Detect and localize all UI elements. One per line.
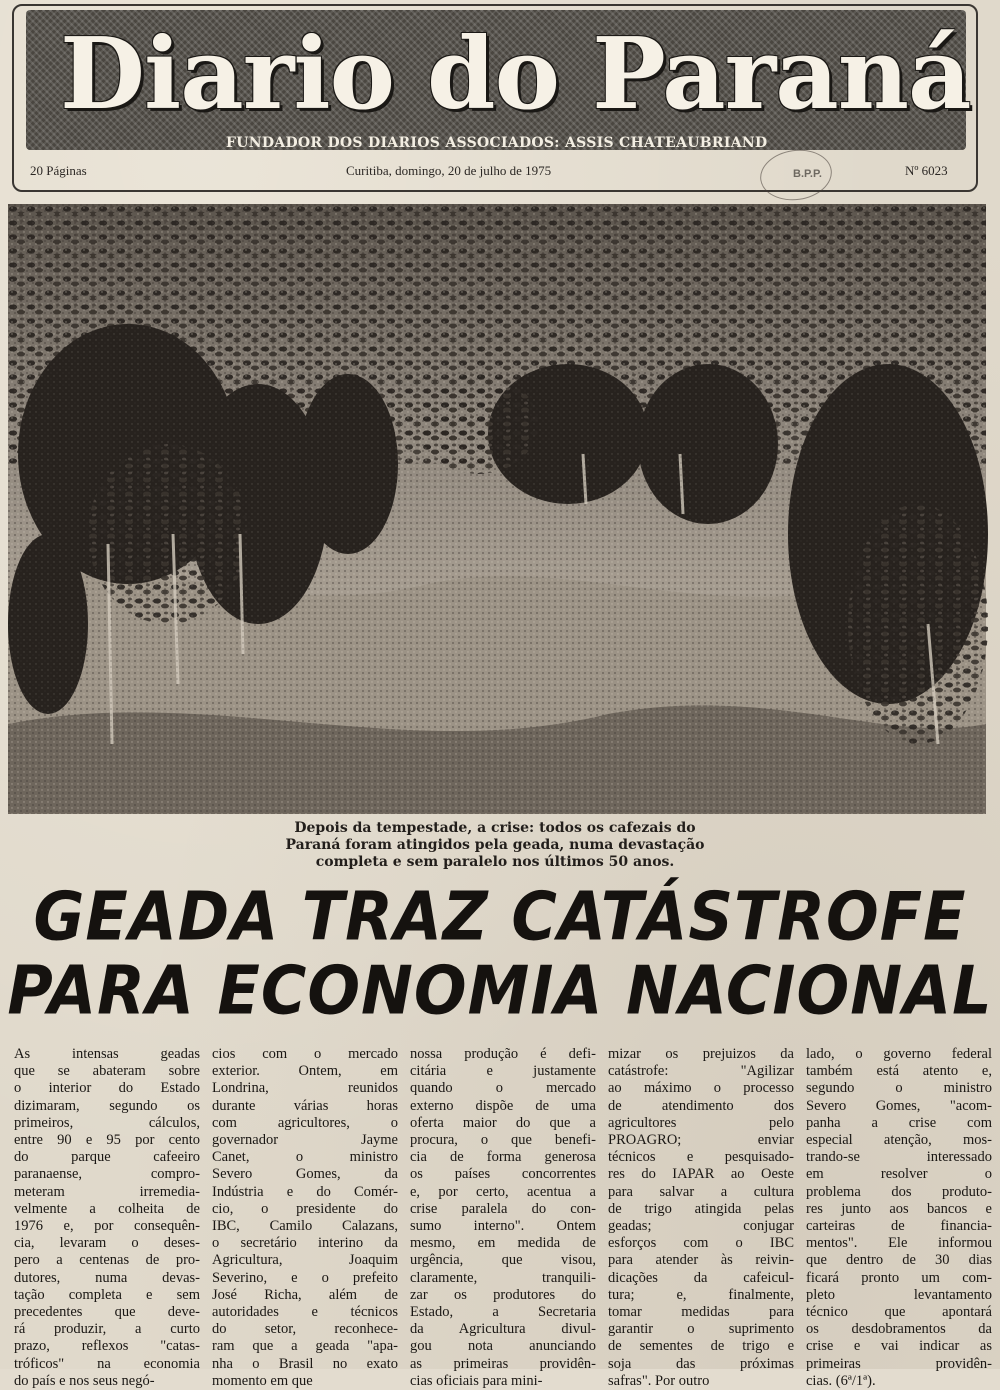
article-line: cia de forma generosa [410,1149,596,1166]
headline-line-2: PARA ECONOMIA NACIONAL [7,951,993,1030]
article-line: res do IAPAR ao Oeste [608,1166,794,1183]
article-line: tura; e, finalmente, [608,1286,794,1303]
article-line: Canet, o ministro [212,1149,398,1166]
article-column-3 [410,1046,596,1389]
article-line: para salvar a cultura [608,1183,794,1200]
dateline: Curitiba, domingo, 20 de julho de 1975 [346,163,552,178]
article-line: cios com o mercado [212,1046,398,1062]
article-line: mesmo, em medida de [410,1235,596,1252]
article-line: velmente a colheita de [14,1200,200,1217]
article-line: meteram irremedia- [14,1183,200,1200]
article-column-2 [212,1046,398,1389]
article-column-4 [608,1046,794,1389]
article-line: dicações da cafeicul- [608,1269,794,1286]
article-line: esforços com o IBC [608,1235,794,1252]
article-line: ficará pronto um com- [806,1269,992,1286]
article-line: precedentes que deve- [14,1304,200,1321]
headline-line-1: GEADA TRAZ CATÁSTROFE [33,877,967,956]
article-line: do país e nos seus negó- [14,1372,155,1389]
article-line: cia, levaram o deses- [14,1235,200,1252]
article-line: governador Jayme [212,1132,398,1149]
article-line: safras". Por outro [608,1372,710,1389]
article-line: ao máximo o processo [608,1080,794,1097]
article-line: exterior. Ontem, em [212,1063,398,1080]
article-line: agricultores pelo [608,1114,794,1131]
article-line: panha a crise com [806,1114,992,1131]
article-line: nha o Brasil no exato [212,1355,398,1372]
front-page-photo [8,204,986,814]
article-line: primeiras providên- [806,1355,992,1372]
photo-caption [270,820,720,871]
article-line: técnicos e pesquisado- [608,1149,794,1166]
article-line: que dentro de 30 dias [806,1252,992,1269]
issue-number: Nº 6023 [905,163,948,178]
main-headline [0,877,1000,1030]
article-line: do setor, reconhece- [212,1321,398,1338]
article-line: nossa produção é defi- [410,1046,596,1062]
article-line: quando o mercado [410,1080,596,1097]
article-line: mizar os prejuizos da [608,1046,794,1062]
article-line: Severo Gomes, da [212,1166,398,1183]
article-line: externo dispõe de uma [410,1097,596,1114]
article-line: urgência, que visou, [410,1252,596,1269]
article-line: também está atento e, [806,1063,992,1080]
article-line: da Agricultura divul- [410,1321,596,1338]
article-line: pleto levantamento [806,1286,992,1303]
article-column-5 [806,1046,992,1389]
article-line: o interior do Estado [14,1080,200,1097]
article-line: Londrina, reunidos [212,1080,398,1097]
article-line: zar os produtores do [410,1286,596,1303]
article-line: de atendimento dos [608,1097,794,1114]
article-line: dizimaram, segundo os [14,1097,200,1114]
article-line: res junto aos bancos e [806,1200,992,1217]
article-line: soja das próximas [608,1355,794,1372]
article-line: cias oficiais para mini- [410,1372,543,1389]
article-line: sumo interno". Ontem [410,1218,596,1235]
newspaper-title: Diario do Paraná [60,17,971,132]
article-line: primeiros, cálculos, [14,1114,200,1131]
article-line: técnico que apontará [806,1304,992,1321]
article-line: do parque cafeeiro [14,1149,200,1166]
article-line: especial atenção, mos- [806,1132,992,1149]
article-line: tação completa e sem [14,1286,200,1303]
article-line: que se abateram sobre [14,1063,200,1080]
article-line: em resolver o [806,1166,992,1183]
article-line: Severo Gomes, "acom- [806,1097,992,1114]
page-count: 20 Páginas [30,163,87,178]
article-line: tomar medidas para [608,1304,794,1321]
article-line: os desdobramentos da [806,1321,992,1338]
article-line: geadas; conjugar [608,1218,794,1235]
article-line: claramente, tranquili- [410,1269,596,1286]
article-line: entre 90 e 95 por cento [14,1132,200,1149]
article-line: os países concorrentes [410,1166,596,1183]
article-line: citária e justamente [410,1063,596,1080]
caption-line: Depois da tempestade, a crise: todos os cafezais do [294,820,696,836]
article-line: problema dos produto- [806,1183,992,1200]
article-line: durante várias horas [212,1097,398,1114]
article-line: oferta maior do que a [410,1114,596,1131]
article-line: Severino, e o prefeito [212,1269,398,1286]
article-line: rá produzir, a curto [14,1321,200,1338]
article-line: cias. (6ª/1ª). [806,1372,876,1389]
article-line: autoridades e técnicos [212,1304,398,1321]
article-line: lado, o governo federal [806,1046,992,1062]
article-line: cio, o presidente do [212,1200,398,1217]
article-line: prazo, reflexos "catas- [14,1338,200,1355]
article-line: PROAGRO; enviar [608,1132,794,1149]
masthead [26,10,971,151]
article-line: Estado, a Secretaria [410,1304,596,1321]
article-line: dutores, numa devas- [14,1269,200,1286]
article-line: Agricultura, Joaquim [212,1252,398,1269]
article-body [8,1046,992,1389]
library-stamp-text: B.P.P. [793,168,822,180]
article-line: de trigo atingida pelas [608,1200,794,1217]
article-line: Indústria e do Comér- [212,1183,398,1200]
article-line: de sementes de trigo e [608,1338,794,1355]
article-line: catástrofe: "Agilizar [608,1063,794,1080]
article-line: procura, o que benefi- [410,1132,596,1149]
caption-line: completa e sem paralelo nos últimos 50 anos. [315,854,675,870]
article-line: segundo o ministro [806,1080,992,1097]
article-line: tróficos" na economia [14,1355,200,1372]
article-line: crise e vai indicar as [806,1338,992,1355]
masthead-subtitle: FUNDADOR DOS DIARIOS ASSOCIADOS: ASSIS CHATEAUBRIAND [226,135,768,151]
article-line: 1976 e, por consequên- [14,1218,200,1235]
article-line: gou nota anunciando [410,1338,596,1355]
article-line: carteiras de financia- [806,1218,992,1235]
article-line: As intensas geadas [14,1046,200,1062]
article-line: as primeiras providên- [410,1355,596,1372]
caption-line: Paraná foram atingidos pela geada, numa devastação [285,837,705,853]
article-line: e, por certo, acentua a [410,1183,596,1200]
article-line: o secretário interino da [212,1235,398,1252]
article-column-1 [8,1046,200,1389]
article-line: pero a centenas de pro- [14,1252,200,1269]
article-line: IBC, Camilo Calazans, [212,1218,398,1235]
article-line: ram que a geada "apa- [212,1338,398,1355]
article-line: crise paralela do con- [410,1200,596,1217]
article-line: José Richa, além de [212,1286,398,1303]
article-line: garantir o suprimento [608,1321,794,1338]
article-line: paranaense, compro- [14,1166,200,1183]
article-line: para atender às reivin- [608,1252,794,1269]
article-line: mentos". Ele informou [806,1235,992,1252]
article-line: trando-se interessado [806,1149,992,1166]
article-line: com agricultores, o [212,1114,398,1131]
article-line: momento em que [212,1372,313,1389]
coffee-field-photo-illustration [8,204,986,814]
